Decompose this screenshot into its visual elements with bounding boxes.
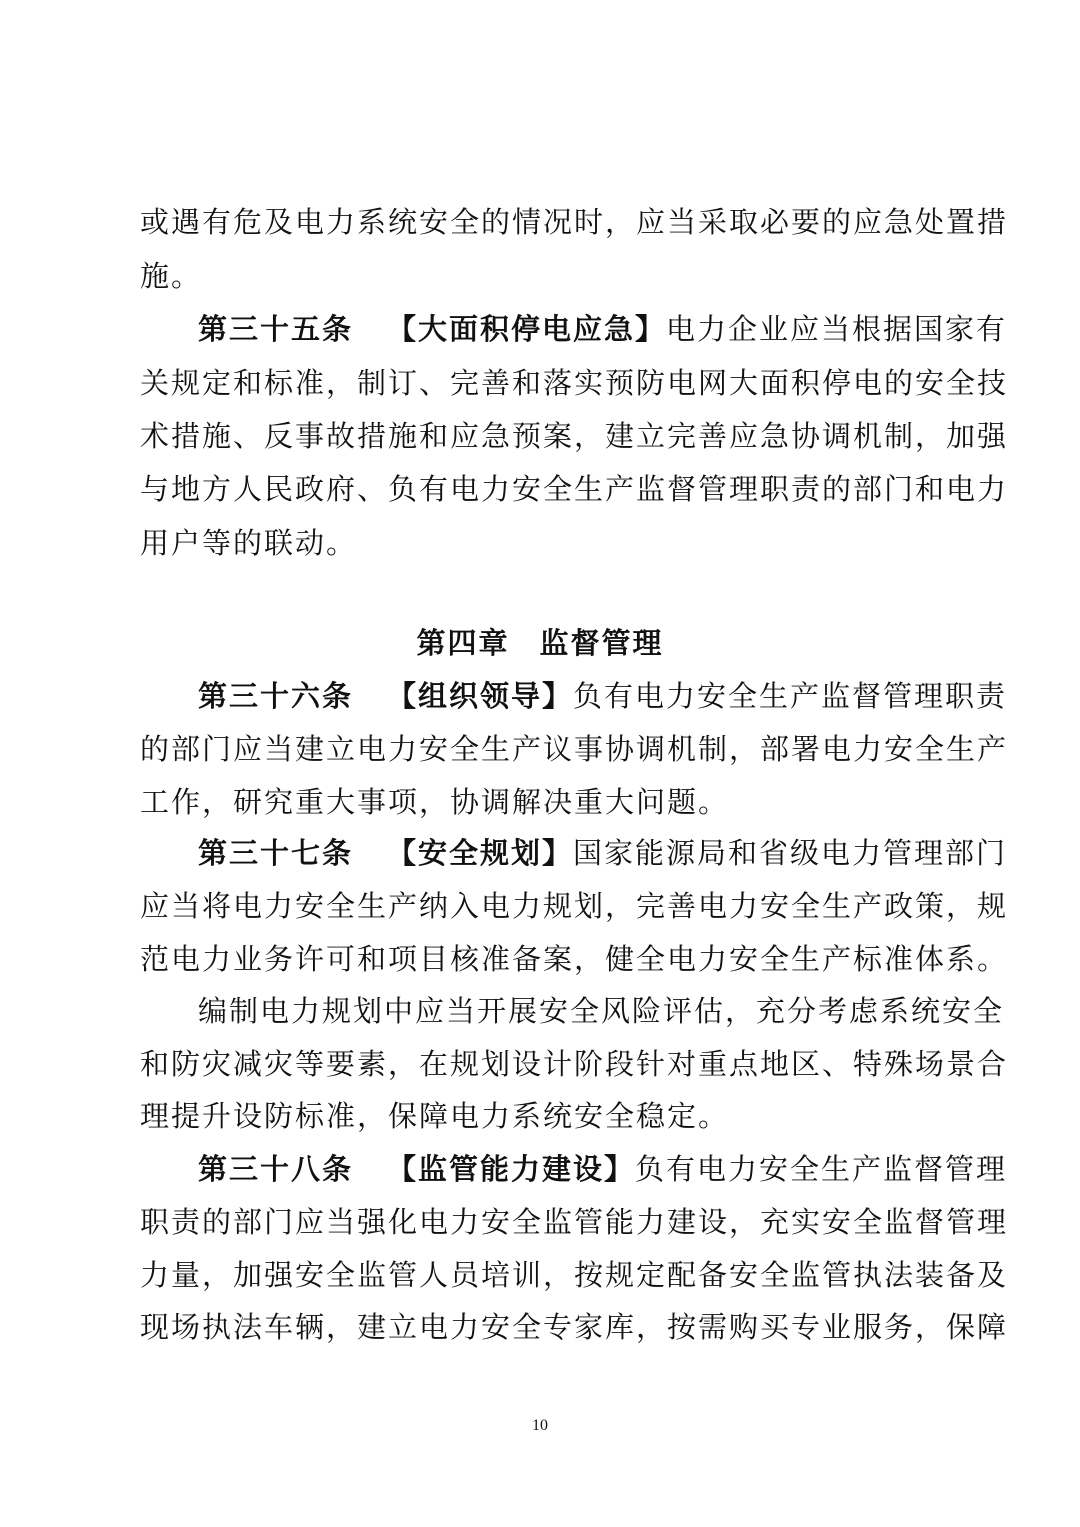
- art37-first-line: [198, 833, 1008, 873]
- art38-line-3: 力量，加强安全监管人员培训，按规定配备安全监管执法装备及: [140, 1258, 1009, 1292]
- art37-para2-line-3: 理提升设防标准，保障电力系统安全稳定。: [140, 1099, 730, 1133]
- art37-para2-line-1: 编制电力规划中应当开展安全风险评估，充分考虑系统安全: [198, 994, 1005, 1028]
- art34-line-2: 施。: [140, 259, 203, 293]
- art34-line-1: 或遇有危及电力系统安全的情况时，应当采取必要的应急处置措: [140, 205, 1009, 239]
- art35-first-line: [198, 309, 1008, 349]
- art37-line-3: 范电力业务许可和项目核准备案，健全电力安全生产标准体系。: [140, 942, 1009, 976]
- art38-line-2: 职责的部门应当强化电力安全监管能力建设，充实安全监督管理: [140, 1205, 1009, 1239]
- art38-title: 【监管能力建设】: [387, 1152, 636, 1186]
- art36-line-3: 工作，研究重大事项，协调解决重大问题。: [140, 785, 730, 819]
- art36-number: 第三十六条: [198, 679, 354, 713]
- art37-title: 【安全规划】: [387, 836, 574, 870]
- art36-first-line: [198, 676, 1008, 716]
- art35-first-text: 电力企业应当根据国家有: [666, 312, 1008, 346]
- art38-first-text: 负有电力安全生产监督管理: [635, 1152, 1008, 1186]
- chapter-heading: [0, 623, 1080, 663]
- art36-first-text: 负有电力安全生产监督管理职责: [573, 679, 1008, 713]
- art36-line-2: 的部门应当建立电力安全生产议事协调机制，部署电力安全生产: [140, 732, 1009, 766]
- art37-number: 第三十七条: [198, 836, 354, 870]
- art38-first-line: [198, 1149, 1008, 1189]
- art35-line-2: 关规定和标准，制订、完善和落实预防电网大面积停电的安全技: [140, 366, 1009, 400]
- art35-number: 第三十五条: [198, 312, 354, 346]
- art35-line-4: 与地方人民政府、负有电力安全生产监督管理职责的部门和电力: [140, 472, 1009, 506]
- art38-line-4: 现场执法车辆，建立电力安全专家库，按需购买专业服务，保障: [140, 1310, 1009, 1344]
- art35-line-5: 用户等的联动。: [140, 526, 358, 560]
- art38-number: 第三十八条: [198, 1152, 354, 1186]
- art35-title: 【大面积停电应急】: [387, 312, 667, 346]
- art37-first-text: 国家能源局和省级电力管理部门: [573, 836, 1008, 870]
- chapter-number: 第四章: [416, 626, 510, 660]
- art37-para2-line-2: 和防灾减灾等要素，在规划设计阶段针对重点地区、特殊场景合: [140, 1047, 1009, 1081]
- art36-title: 【组织领导】: [387, 679, 574, 713]
- chapter-title: 监督管理: [539, 626, 664, 660]
- art37-line-2: 应当将电力安全生产纳入电力规划，完善电力安全生产政策，规: [140, 889, 1009, 923]
- art35-line-3: 术措施、反事故措施和应急预案，建立完善应急协调机制，加强: [140, 419, 1009, 453]
- page-number: 10: [532, 1417, 548, 1434]
